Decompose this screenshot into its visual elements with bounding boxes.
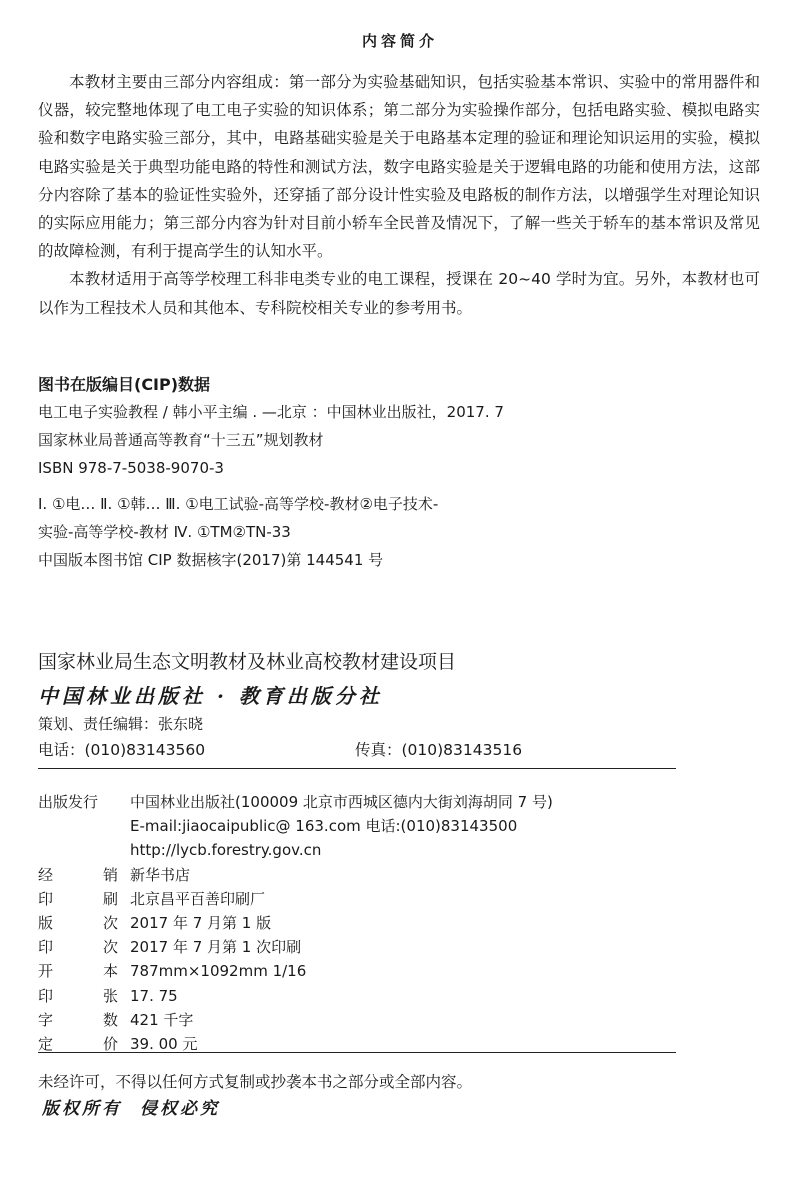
editor-line: 策划、责任编辑：张东晓 xyxy=(38,715,204,733)
phone-line: 电话：(010)83143560 xyxy=(38,741,206,759)
colophon-row xyxy=(38,911,553,935)
colophon-email: E-mail:jiaocaipublic@ 163.com 电话:(010)83143500 xyxy=(130,817,518,836)
label-char-2: 销 xyxy=(102,865,118,884)
colophon-label xyxy=(38,984,130,1008)
colophon-label xyxy=(38,887,130,911)
label-char-1: 印 xyxy=(38,889,54,908)
label-char-1: 印 xyxy=(38,938,54,957)
label-char-1: 开 xyxy=(38,962,54,981)
label-char-2: 价 xyxy=(102,1035,118,1054)
summary-paragraph-1: 本教材主要由三部分内容组成：第一部分为实验基础知识，包括实验基本常识、实验中的常用器件和仪器，较完整地体现了电工电子实验的知识体系；第二部分为实验操作部分，包括电路实验、模拟电路实验和数字电路实验三部分，其中，电路基础实验是关于电路基本定理的验证和理论知识运用的实验，模拟电路实验是关于典型功能电路的特性和测试方法，数字电路实验是关于逻辑电路的功能和使用方法，这部分内容除了基本的验证性实验外，还穿插了部分设计性实验及电路板的制作方法，以增强学生对理论知识的实际应用能力；第三部分内容为针对目前小轿车全民普及情况下，了解一些关于轿车的基本常识及常见的故障检测，有利于提高学生的认知水平。 xyxy=(38,73,760,261)
colophon-row xyxy=(38,1008,553,1032)
label-char-2: 次 xyxy=(102,938,118,957)
label-char-1: 字 xyxy=(38,1010,54,1029)
project-line: 国家林业局生态文明教材及林业高校教材建设项目 xyxy=(38,651,457,673)
rights-text-1: 版权所有 xyxy=(42,1099,122,1119)
colophon-row xyxy=(38,863,553,887)
copyright-note: 未经许可，不得以任何方式复制或抄袭本书之部分或全部内容。 xyxy=(38,1073,473,1091)
colophon-label xyxy=(38,911,130,935)
colophon-url: http://lycb.forestry.gov.cn xyxy=(130,841,322,860)
summary-paragraph-2: 本教材适用于高等学校理工科非电类专业的电工课程，授课在 20~40 学时为宜。另外，本教材也可以作为工程技术人员和其他本、专科院校相关专业的参考用书。 xyxy=(38,270,760,317)
label-char-2: 本 xyxy=(102,962,118,981)
colophon-value: 中国林业出版社(100009 北京市西城区德内大街刘海胡同 7 号) xyxy=(130,793,553,811)
colophon-value: 17. 75 xyxy=(130,986,178,1005)
colophon-value: 2017 年 7 月第 1 次印刷 xyxy=(130,938,302,957)
colophon-row-publisher xyxy=(38,790,553,814)
label-char-1: 版 xyxy=(38,914,54,933)
colophon-label xyxy=(38,1008,130,1032)
label-char-2: 次 xyxy=(102,914,118,933)
divider-top xyxy=(38,768,676,769)
cip-block xyxy=(38,398,504,574)
label-char-2: 张 xyxy=(102,986,118,1005)
summary-title: 内容简介 xyxy=(361,32,438,50)
colophon-row-url xyxy=(38,838,553,862)
colophon-row-email xyxy=(38,814,553,838)
colophon-label xyxy=(38,935,130,959)
rights-text-2: 侵权必究 xyxy=(140,1099,220,1119)
cip-record-number: 中国版本图书馆 CIP 数据核字(2017)第 144541 号 xyxy=(38,551,384,569)
label-char-1: 定 xyxy=(38,1035,54,1054)
colophon-row xyxy=(38,959,553,983)
publisher-name: 中国林业出版社 · 教育出版分社 xyxy=(38,684,383,708)
colophon-row xyxy=(38,935,553,959)
colophon-block xyxy=(38,790,553,1056)
colophon-value: 2017 年 7 月第 1 版 xyxy=(130,914,272,933)
label-char-1: 经 xyxy=(38,865,54,884)
cip-heading: 图书在版编目(CIP)数据 xyxy=(38,375,211,394)
summary-body xyxy=(38,68,760,322)
fax-line: 传真：(010)83143516 xyxy=(355,741,523,759)
colophon-row xyxy=(38,984,553,1008)
colophon-row xyxy=(38,887,553,911)
colophon-value: 787mm×1092mm 1/16 xyxy=(130,962,307,981)
cip-classification-2: 实验-高等学校-教材 Ⅳ. ①TM②TN-33 xyxy=(38,523,291,541)
colophon-value: 北京昌平百善印刷厂 xyxy=(130,889,266,908)
colophon-label xyxy=(38,863,130,887)
cip-title-line: 电工电子实验教程 / 韩小平主编 . —北京 ：中国林业出版社，2017. 7 xyxy=(38,403,504,421)
cip-series-line: 国家林业局普通高等教育“十三五”规划教材 xyxy=(38,431,324,449)
colophon-value: 39. 00 元 xyxy=(130,1035,198,1054)
label-char-2: 刷 xyxy=(102,889,118,908)
colophon-label: 出版发行 xyxy=(38,793,99,811)
colophon-value: 421 千字 xyxy=(130,1010,194,1029)
cip-classification-1: Ⅰ. ①电… Ⅱ. ①韩… Ⅲ. ①电工试验-高等学校-教材②电子技术- xyxy=(38,495,439,513)
label-char-1: 印 xyxy=(38,986,54,1005)
colophon-value: 新华书店 xyxy=(130,865,191,884)
divider-bottom xyxy=(38,1052,676,1053)
label-char-2: 数 xyxy=(102,1010,118,1029)
cip-isbn: ISBN 978-7-5038-9070-3 xyxy=(38,459,224,477)
rights-reserved xyxy=(42,1094,238,1119)
colophon-label xyxy=(38,959,130,983)
